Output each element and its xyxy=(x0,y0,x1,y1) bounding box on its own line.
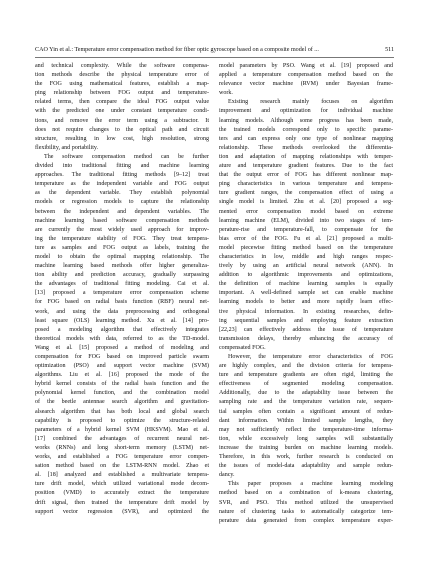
text-line: ture gradient ranges, the compensation effect of using a xyxy=(219,190,393,197)
text-line: between the independent and dependent variables. The xyxy=(35,208,209,215)
text-line: effectiveness of segmented modeling compensation. xyxy=(219,381,393,388)
text-line: Wang et al. [15] proposed a method of modeling and xyxy=(35,344,209,351)
text-line: position (VMD) to accurately extract the temperature xyxy=(35,490,209,497)
text-line: bias error of the FOG. Fu et al. [21] proposed a multi- xyxy=(219,235,393,242)
text-line: ping relationship between FOG output and temperature- xyxy=(35,90,209,97)
text-line: are currently the most widely used approach for improv- xyxy=(35,226,209,233)
text-line: model parameters by PSO. Wang et al. [19] proposed and xyxy=(219,63,393,69)
text-line: hybrid kernel consists of the radial basis function and the xyxy=(35,381,209,388)
text-line: addition to algorithmic improvements and optimizations, xyxy=(219,272,393,279)
text-line: for FOG based on radial basis function (RBF) neural net- xyxy=(35,299,209,306)
right-column xyxy=(219,62,393,526)
text-line: parameters of a hybrid kernel SVM (HKSVM). Mao et al. xyxy=(35,426,209,433)
text-line: as the dependent variable. They establish polynomial xyxy=(35,190,209,197)
text-line: related terms, then compare the ideal FOG output value xyxy=(35,99,209,106)
text-line: approaches. The traditional fitting methods [9–12] treat xyxy=(35,172,209,179)
text-line: tively by using an artificial neural network (ANN). In xyxy=(219,263,393,270)
text-line: nature of clustering tasks to automatically categorize tem- xyxy=(219,508,393,515)
text-line: tion methods describe the physical temperature error of xyxy=(35,72,209,79)
text-line: ture as samples and FOG output as labels, training the xyxy=(35,244,209,251)
text-line: relevance vector machine (RVM) under Bayesian frame- xyxy=(219,81,393,88)
text-line: tion and adaptation of mapping relationships with temper- xyxy=(219,153,393,160)
text-line: applied a temperature compensation method based on the xyxy=(219,72,393,79)
running-header xyxy=(35,45,394,55)
text-line: posed a modeling algorithm that effectively integrates xyxy=(35,326,209,333)
text-line: the advantages of traditional fitting modeling. Cai et al. xyxy=(35,281,209,288)
text-line: However, the temperature error characteristics of FOG xyxy=(228,354,393,360)
text-line: theoretical models with data, referred to as the TD-model. xyxy=(35,335,209,342)
text-line: works (RNNs) and long short-term memory (LSTM) net- xyxy=(35,444,209,451)
text-line: method based on a combination of k-means clustering, xyxy=(219,490,393,497)
text-line: characteristics in low, middle and high ranges respec- xyxy=(219,253,393,260)
text-line: work. xyxy=(219,90,233,97)
text-line: drift signal, then trained the temperature drift model by xyxy=(35,499,209,506)
text-line: Therefore, in this work, further research is conducted on xyxy=(219,454,393,461)
text-line: structure, resulting in low cost, high resolution, strong xyxy=(35,135,209,142)
left-column xyxy=(35,62,209,517)
text-line: and technical complexity. While the software compensa- xyxy=(35,63,209,69)
text-line: single model is limited. Zhu et al. [20] proposed a seg- xyxy=(219,199,393,206)
text-line: learning machine (ELM), divided into two stages of tem- xyxy=(219,217,393,224)
text-line: important. A well-defined sample set can enable machine xyxy=(219,290,393,297)
text-line: alsearch algorithm that has both local and global search xyxy=(35,408,209,415)
text-line: ing the temperature stability of FOG. They treat tempera- xyxy=(35,235,209,242)
text-line: dant information. Within limited sample lengths, they xyxy=(219,417,393,424)
text-line: ture and temperature gradients are often rigid, limiting the xyxy=(219,372,393,379)
text-line: tial samples often contain a significant amount of redun- xyxy=(219,408,393,415)
text-line: compensated FOG. xyxy=(219,344,266,351)
text-line: the FOG using mathematical features, establish a map- xyxy=(35,81,209,88)
text-line: learning models to better and more rapidly learn effec- xyxy=(219,299,393,306)
text-line: are highly complex, and the division criteria for tempera- xyxy=(219,363,393,370)
text-line: compensation for FOG based on improved particle swarm xyxy=(35,354,209,360)
text-line: model piecewise fitting method based on the temperature xyxy=(219,244,393,251)
text-line: relationship. These methods overlooked the differentia- xyxy=(219,144,393,151)
text-line: the issues of model-data adaptability and sample redun- xyxy=(219,463,393,470)
text-line: may not sufficiently reflect the temperature-time informa- xyxy=(219,426,393,433)
text-line: machine learning based methods offer higher generaliza- xyxy=(35,263,209,270)
text-line: tion, while excessively long samples will substantially xyxy=(219,435,393,442)
text-line: that the output error of FOG has different nonlinear map- xyxy=(219,172,393,179)
text-line: divided into traditional fitting and machine learning xyxy=(35,163,209,170)
text-line: increase the training burden on machine learning models. xyxy=(219,444,393,451)
running-title: CAO Yin et al.: Temperature error compensation method for fiber optic gyroscope based on a composite model of ... xyxy=(35,47,319,53)
text-line: sation method based on the LSTM-RNN model. Zhao et xyxy=(35,463,209,470)
text-line: polynomial kernel function, and the combination model xyxy=(35,390,209,397)
text-line: [17] combined the advantages of recurrent neural net- xyxy=(35,435,209,442)
text-line: SVR, and PSO. This method utilized the unsupervised xyxy=(219,499,393,506)
text-line: ing sequential samples and employing feature extraction xyxy=(219,317,393,324)
text-line: algorithms. Liu et al. [16] proposed the mode of the xyxy=(35,372,209,379)
text-line: the definition of machine learning samples is equally xyxy=(219,281,393,288)
text-line: learning models. Although some progress has been made, xyxy=(219,117,393,124)
text-line: transmission delays, thereby enhancing the accuracy of xyxy=(219,335,393,342)
text-line: perature data generated from complex temperature exper- xyxy=(219,517,393,524)
text-line: ature and temperature gradient features. Due to the fact xyxy=(219,163,393,170)
text-line: tion ability and prediction accuracy, gradually surpassing xyxy=(35,272,209,279)
text-line: This paper proposes a machine learning modeling xyxy=(228,481,393,488)
text-line: The software compensation method can be further xyxy=(44,153,209,160)
text-line: capability is proposed to optimize the structure-related xyxy=(35,417,209,424)
page-number: 511 xyxy=(385,47,394,53)
text-line: [13] proposed a temperature error compensation scheme xyxy=(35,290,209,297)
text-line: temperature as the independent variable and FOG output xyxy=(35,181,209,188)
text-line: machine learning based software compensation methods xyxy=(35,217,209,224)
text-line: least square (OLS) learning method. Xu et al. [14] pro- xyxy=(35,317,209,324)
text-line: mented error compensation model based on extreme xyxy=(219,208,393,215)
text-line: support vector regression (SVR), and optimized the xyxy=(35,508,209,515)
text-line: ture drift model, which utilized variational mode decom- xyxy=(35,481,209,488)
text-line: with the predicted one under constant temperature condi- xyxy=(35,108,209,115)
text-line: models or regression models to capture the relationship xyxy=(35,199,209,206)
text-line: the trained models correspond only to specific parame- xyxy=(219,126,393,133)
text-line: Additionally, due to the adaptability issue between the xyxy=(219,390,393,397)
text-line: ping characteristics in various temperature and tempera- xyxy=(219,181,393,188)
text-line: does not require changes to the optical path and circuit xyxy=(35,126,209,133)
text-line: of the beetle antennae search algorithm and gravitation- xyxy=(35,399,209,406)
text-line: model to obtain the optimal mapping relationship. The xyxy=(35,253,209,260)
header-rule xyxy=(35,57,394,58)
text-line: al. [18] analyzed and established a multivariate tempera- xyxy=(35,472,209,479)
text-line: tive physical information. In existing researches, defin- xyxy=(219,308,393,315)
text-line: dancy. xyxy=(219,472,235,479)
text-line: [22,23] can effectively address the issue of temperature xyxy=(219,326,393,333)
text-line: perature-rise and temperature-fall, to compensate for the xyxy=(219,226,393,233)
text-line: ters and can express only one type of nonlinear mapping xyxy=(219,135,393,142)
text-line: Existing research mainly focuses on algorithm xyxy=(228,99,393,106)
text-line: tions, and remove the error term using a subtractor. It xyxy=(35,117,209,124)
text-line: improvement and optimization for individual machine xyxy=(219,108,393,115)
text-line: work, and using the data preprocessing and orthogonal xyxy=(35,308,209,315)
text-line: works, and established a FOG temperature error compen- xyxy=(35,454,209,461)
text-line: sampling rate and the temperature variation rate, sequen- xyxy=(219,399,393,406)
text-line: optimization (PSO) and support vector machine (SVM) xyxy=(35,363,209,370)
text-line: flexibility, and portability. xyxy=(35,144,99,151)
